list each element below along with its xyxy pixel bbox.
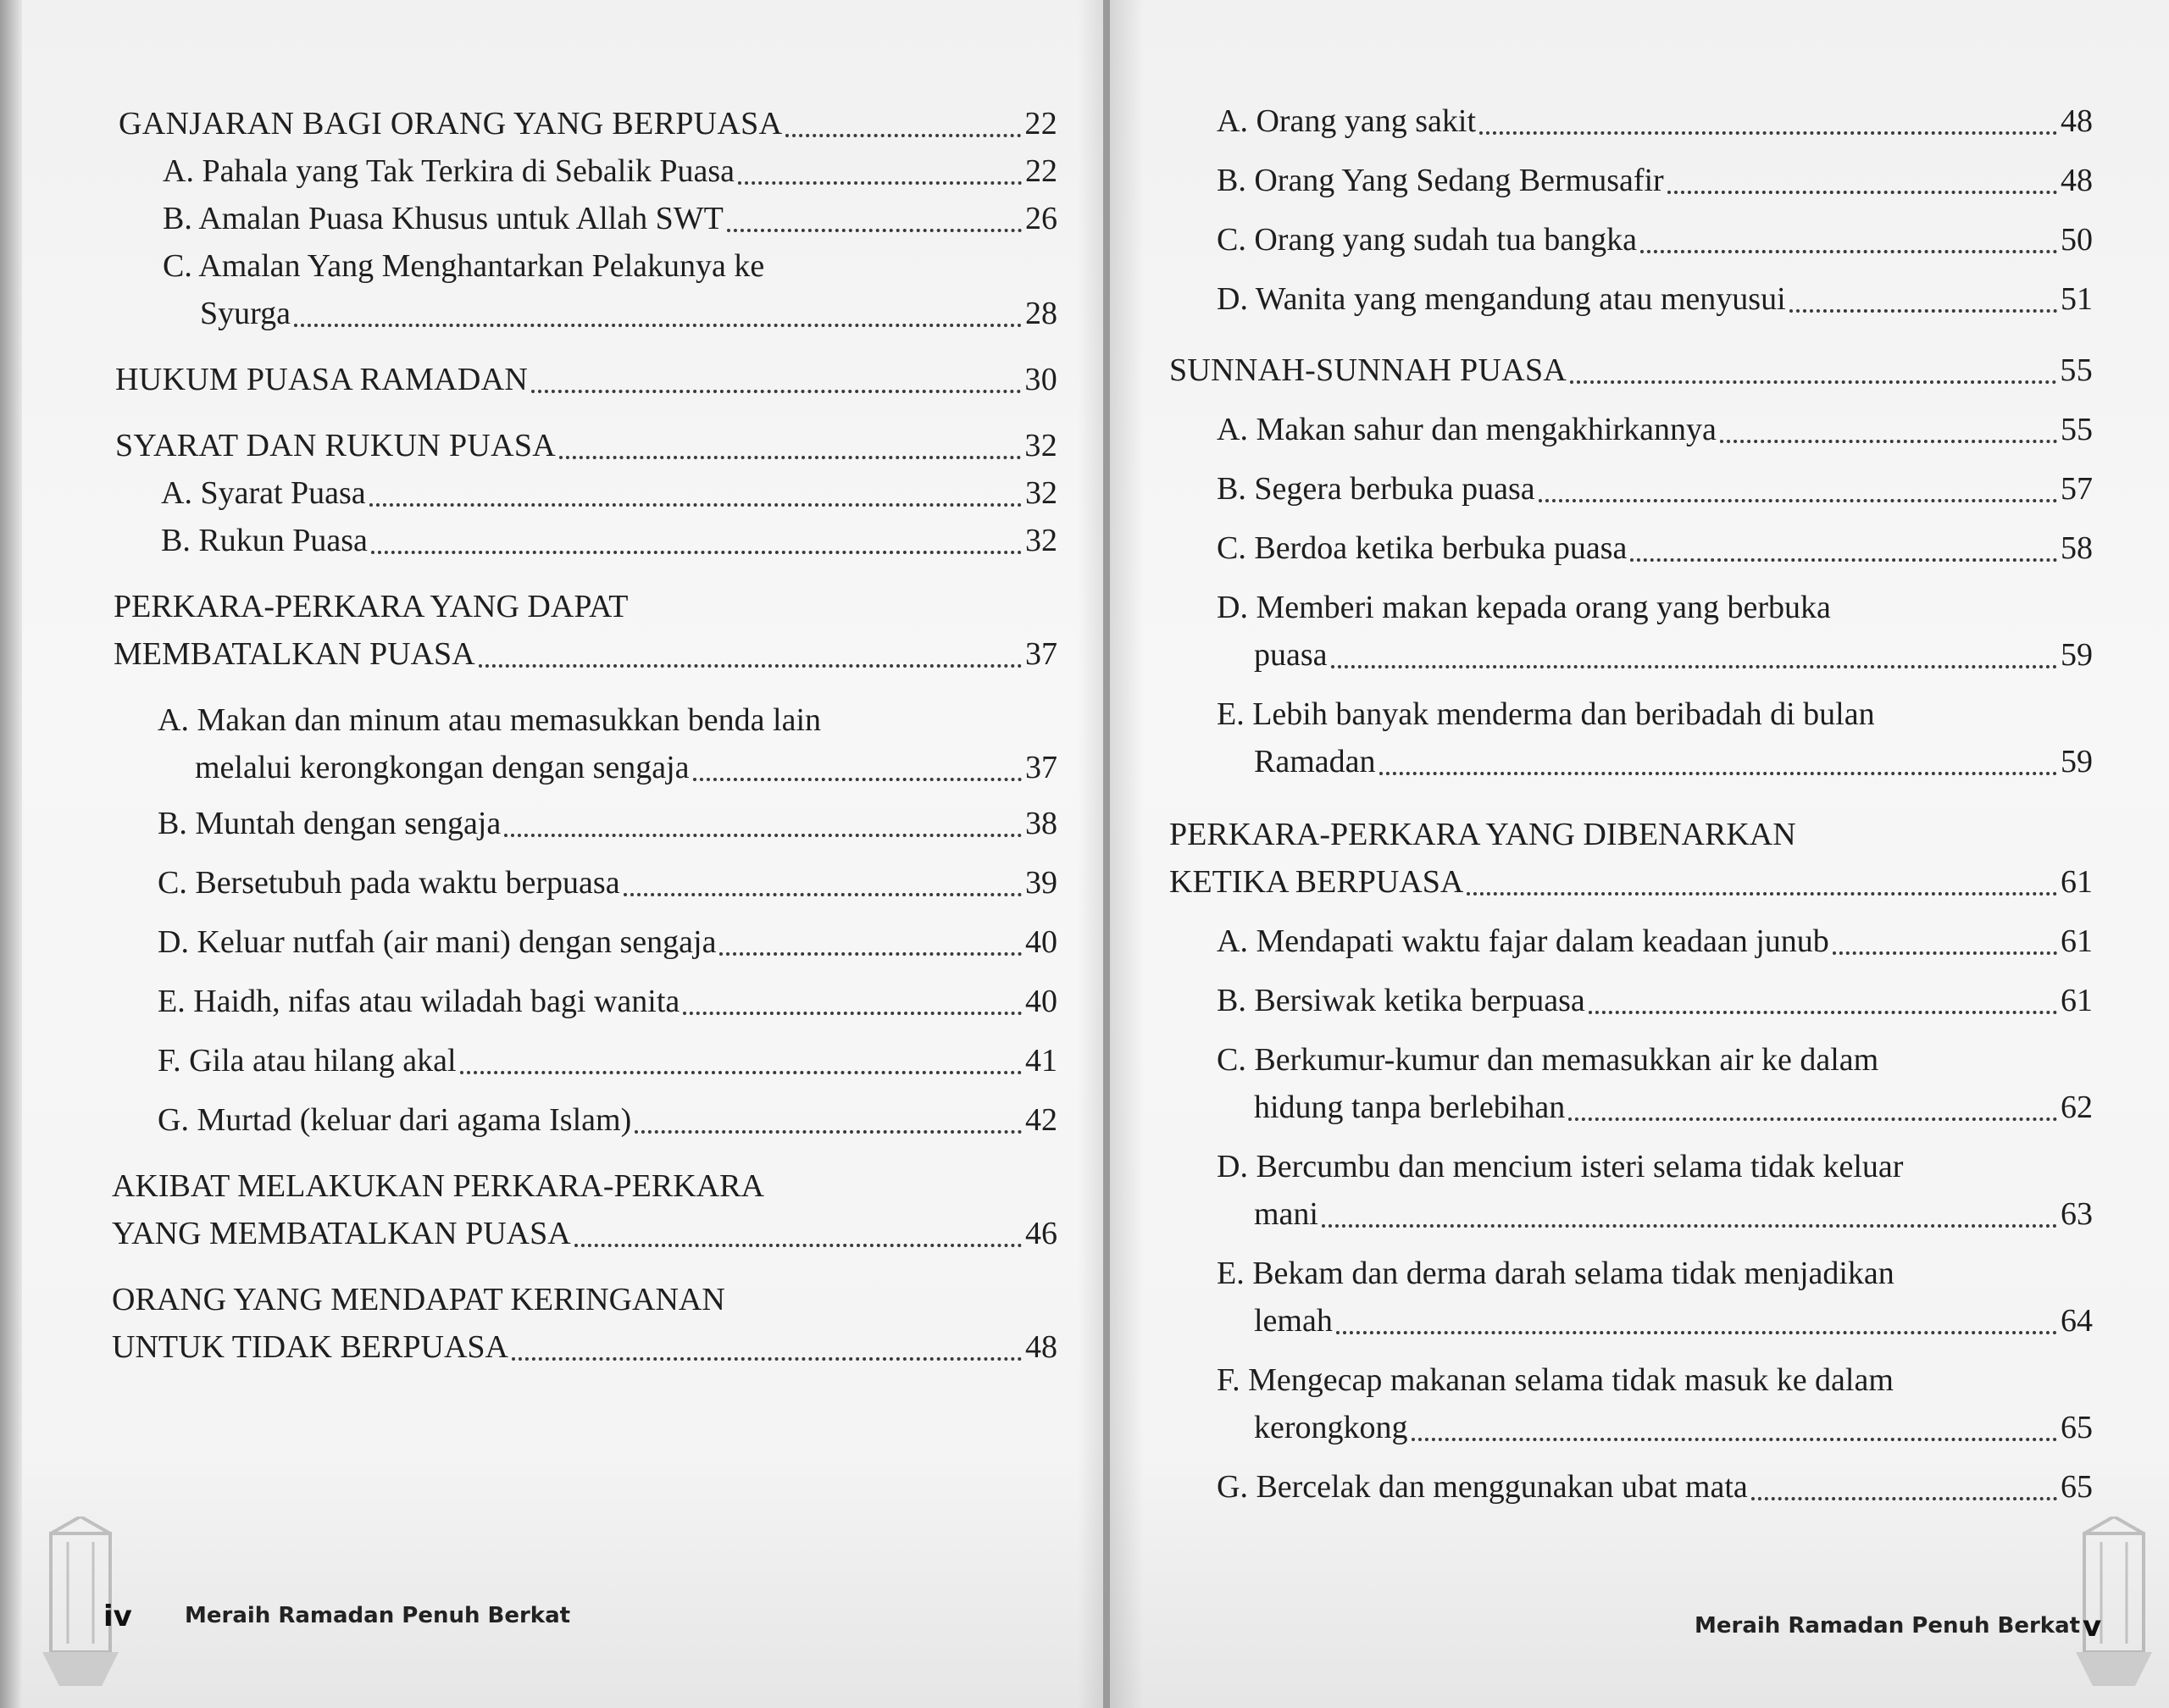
leader-dots [574, 1243, 1022, 1247]
toc-entry-title-line1: PERKARA-PERKARA YANG DAPAT [114, 589, 629, 624]
toc-entry-page: 50 [2061, 222, 2093, 258]
toc-entry[interactable] [1169, 97, 2093, 145]
toc-entry-title-line2: KETIKA BERPUASA [1169, 864, 1464, 900]
toc-entry[interactable] [119, 100, 1057, 147]
leader-dots [1667, 190, 2057, 194]
toc-entry-page: 64 [2061, 1303, 2093, 1339]
toc-entry-page: 26 [1025, 201, 1057, 236]
toc-entry[interactable] [119, 517, 1057, 564]
running-footer-right: Meraih Ramadan Penuh Berkat [1695, 1613, 2081, 1639]
toc-entry-title-line2: UNTUK TIDAK BERPUASA [112, 1329, 508, 1365]
toc-entry[interactable] [115, 422, 1057, 469]
toc-entry-title-line2: mani [1254, 1196, 1318, 1232]
toc-entry-title-line2: YANG MEMBATALKAN PUASA [112, 1216, 571, 1251]
running-footer-left: Meraih Ramadan Penuh Berkat [185, 1603, 571, 1628]
toc-entry-title: F. Gila atau hilang akal [158, 1043, 457, 1079]
leader-dots [693, 777, 1022, 781]
toc-entry-page: 41 [1025, 1043, 1057, 1079]
toc-entry[interactable] [119, 1096, 1057, 1144]
toc-entry-page: 48 [2061, 163, 2093, 198]
leader-dots [1412, 1437, 2057, 1441]
toc-entry-page: 57 [2061, 471, 2093, 507]
leader-dots [727, 228, 1022, 232]
leader-dots [531, 389, 1021, 393]
toc-entry-page: 59 [2061, 744, 2093, 779]
toc-entry-title: A. Syarat Puasa [161, 475, 366, 511]
toc-entry-title-line2: melalui kerongkongan dengan sengaja [195, 750, 690, 785]
toc-entry-title: A. Pahala yang Tak Terkira di Sebalik Puasa [163, 153, 735, 189]
toc-entry-title-line2: lemah [1254, 1303, 1333, 1339]
toc-entry[interactable] [119, 1037, 1057, 1084]
toc-entry-page: 40 [1025, 924, 1057, 960]
toc-entry-title: E. Haidh, nifas atau wiladah bagi wanita [158, 984, 680, 1019]
toc-entry[interactable] [115, 356, 1057, 403]
toc-entry-page: 32 [1025, 523, 1057, 558]
toc-entry[interactable] [1169, 977, 2093, 1024]
toc-entry-title: C. Berdoa ketika berbuka puasa [1217, 530, 1628, 566]
toc-right [1169, 97, 2093, 1511]
leader-dots [683, 1011, 1022, 1015]
toc-entry-page: 58 [2061, 530, 2093, 566]
leader-dots [1630, 557, 2057, 562]
toc-entry-title: GANJARAN BAGI ORANG YANG BERPUASA [119, 106, 783, 141]
toc-entry[interactable] [1169, 1143, 2093, 1238]
toc-entry-title-line2: hidung tanpa berlebihan [1254, 1090, 1566, 1125]
leader-dots [1751, 1496, 2057, 1500]
toc-entry-page: 37 [1025, 750, 1057, 785]
toc-entry[interactable] [119, 469, 1057, 517]
toc-entry-title: G. Murtad (keluar dari agama Islam) [158, 1102, 632, 1138]
toc-entry-page: 65 [2061, 1410, 2093, 1445]
toc-entry-page: 30 [1024, 362, 1057, 397]
toc-entry-page: 59 [2061, 637, 2093, 673]
toc-entry-title: D. Keluar nutfah (air mani) dengan sengaja [158, 924, 717, 960]
leader-dots [1789, 308, 2057, 313]
leader-dots [504, 833, 1022, 837]
leader-dots [460, 1070, 1022, 1074]
toc-entry-title-line1: E. Bekam dan derma darah selama tidak menjadikan [1217, 1256, 1894, 1291]
toc-entry[interactable] [1169, 1463, 2093, 1511]
toc-entry-title-line1: E. Lebih banyak menderma dan beribadah di bulan [1217, 696, 1875, 732]
toc-entry[interactable] [1169, 1036, 2093, 1131]
toc-entry[interactable] [119, 242, 1057, 337]
leader-dots [294, 323, 1022, 327]
toc-entry-page: 55 [2061, 412, 2093, 447]
toc-entry-title-line2: Syurga [200, 296, 291, 331]
toc-entry[interactable] [1169, 406, 2093, 453]
page-number-left: iv [103, 1600, 132, 1633]
toc-entry-page: 62 [2061, 1090, 2093, 1125]
leader-dots [479, 663, 1022, 668]
toc-entry-page: 42 [1025, 1102, 1057, 1138]
leader-dots [1568, 1117, 2057, 1121]
toc-entry[interactable] [112, 1276, 1057, 1371]
toc-entry-page: 28 [1025, 296, 1057, 331]
toc-entry[interactable] [112, 1162, 1057, 1257]
leader-dots [559, 455, 1021, 459]
toc-entry-title: B. Muntah dengan sengaja [158, 806, 502, 841]
toc-entry-page: 40 [1025, 984, 1057, 1019]
leader-dots [635, 1129, 1022, 1134]
toc-entry[interactable] [1169, 584, 2093, 679]
toc-entry-title-line1: D. Memberi makan kepada orang yang berbuka [1217, 590, 1831, 625]
toc-entry-title: HUKUM PUASA RAMADAN [115, 362, 529, 397]
leader-dots [1322, 1223, 2057, 1228]
leader-dots [785, 133, 1021, 137]
leader-dots [1479, 130, 2057, 135]
leader-dots [1379, 771, 2057, 775]
leader-dots [1570, 380, 2056, 384]
toc-entry[interactable] [119, 918, 1057, 966]
toc-entry-page: 22 [1024, 106, 1057, 141]
toc-entry[interactable] [119, 195, 1057, 242]
page-number-right: v [2083, 1610, 2102, 1644]
toc-entry-page: 48 [2061, 103, 2093, 139]
toc-entry[interactable] [1169, 275, 2093, 323]
toc-entry-page: 61 [2061, 864, 2093, 900]
toc-entry-title-line1: ORANG YANG MENDAPAT KERINGANAN [112, 1282, 725, 1317]
toc-entry-title-line2: MEMBATALKAN PUASA [114, 636, 475, 672]
toc-entry-title: G. Bercelak dan menggunakan ubat mata [1217, 1469, 1748, 1505]
toc-entry-title: SUNNAH-SUNNAH PUASA [1169, 352, 1567, 388]
toc-entry-title: A. Mendapati waktu fajar dalam keadaan junub [1217, 923, 1829, 959]
toc-entry-title: B. Orang Yang Sedang Bermusafir [1217, 163, 1664, 198]
toc-entry-page: 61 [2061, 983, 2093, 1018]
toc-entry[interactable] [1169, 690, 2093, 785]
toc-entry-title: B. Amalan Puasa Khusus untuk Allah SWT [163, 201, 724, 236]
toc-entry-page: 32 [1024, 428, 1057, 463]
leader-dots [369, 502, 1022, 507]
toc-entry[interactable] [1169, 524, 2093, 572]
toc-entry-title-line1: A. Makan dan minum atau memasukkan benda lain [158, 702, 822, 738]
toc-entry[interactable] [119, 978, 1057, 1025]
toc-entry-title-line1: PERKARA-PERKARA YANG DIBENARKAN [1169, 817, 1796, 852]
leader-dots [512, 1356, 1022, 1361]
toc-entry-page: 39 [1025, 865, 1057, 901]
leader-dots [1720, 439, 2057, 443]
toc-entry-title: A. Orang yang sakit [1217, 103, 1477, 139]
toc-entry[interactable] [1169, 347, 2093, 394]
toc-entry-page: 22 [1025, 153, 1057, 189]
toc-entry[interactable] [114, 583, 1057, 678]
toc-entry-page: 32 [1025, 475, 1057, 511]
leader-dots [1833, 951, 2057, 955]
toc-entry-title: SYARAT DAN RUKUN PUASA [115, 428, 557, 463]
leader-dots [719, 951, 1022, 956]
toc-entry[interactable] [119, 696, 1057, 791]
toc-entry-title: D. Wanita yang mengandung atau menyusui [1217, 281, 1786, 317]
leader-dots [371, 550, 1022, 554]
toc-entry-page: 48 [1025, 1329, 1057, 1365]
toc-entry-page: 46 [1025, 1216, 1057, 1251]
toc-entry-page: 63 [2061, 1196, 2093, 1232]
toc-entry[interactable] [119, 147, 1057, 195]
toc-entry-page: 61 [2061, 923, 2093, 959]
toc-entry[interactable] [119, 800, 1057, 847]
toc-entry-title-line1: D. Bercumbu dan mencium isteri selama tidak keluar [1217, 1149, 1904, 1184]
toc-entry-title-line1: F. Mengecap makanan selama tidak masuk ke dalam [1217, 1362, 1894, 1398]
leader-dots [1331, 664, 2057, 668]
toc-entry[interactable] [1169, 1356, 2093, 1451]
leader-dots [1640, 249, 2057, 253]
lantern-ornament-icon [2067, 1517, 2161, 1708]
toc-entry-title: C. Bersetubuh pada waktu berpuasa [158, 865, 620, 901]
toc-entry[interactable] [1169, 216, 2093, 263]
leader-dots [1539, 498, 2057, 502]
leader-dots [1336, 1330, 2057, 1334]
toc-entry[interactable] [1169, 157, 2093, 204]
toc-entry[interactable] [1169, 811, 2093, 906]
leader-dots [1467, 891, 2057, 896]
toc-entry[interactable] [1169, 465, 2093, 513]
toc-entry-page: 37 [1025, 636, 1057, 672]
leader-dots [1589, 1010, 2057, 1014]
toc-entry-title: B. Rukun Puasa [161, 523, 368, 558]
leader-dots [624, 892, 1022, 896]
toc-left [112, 100, 1057, 1371]
toc-entry-title-line1: AKIBAT MELAKUKAN PERKARA-PERKARA [112, 1168, 764, 1204]
toc-entry[interactable] [1169, 1250, 2093, 1345]
toc-entry[interactable] [1169, 918, 2093, 965]
toc-entry-title-line2: puasa [1254, 637, 1328, 673]
leader-dots [738, 180, 1022, 185]
toc-entry-page: 51 [2061, 281, 2093, 317]
toc-entry[interactable] [119, 859, 1057, 907]
toc-entry-title: C. Orang yang sudah tua bangka [1217, 222, 1637, 258]
toc-entry-title: A. Makan sahur dan mengakhirkannya [1217, 412, 1717, 447]
toc-entry-title: B. Segera berbuka puasa [1217, 471, 1535, 507]
toc-entry-title-line1: C. Berkumur-kumur dan memasukkan air ke dalam [1217, 1042, 1879, 1078]
toc-entry-page: 55 [2060, 352, 2093, 388]
toc-entry-title-line2: Ramadan [1254, 744, 1376, 779]
toc-entry-page: 65 [2061, 1469, 2093, 1505]
toc-entry-title-line2: kerongkong [1254, 1410, 1408, 1445]
toc-entry-title: B. Bersiwak ketika berpuasa [1217, 983, 1585, 1018]
toc-entry-page: 38 [1025, 806, 1057, 841]
toc-entry-title-line1: C. Amalan Yang Menghantarkan Pelakunya ke [163, 248, 765, 284]
